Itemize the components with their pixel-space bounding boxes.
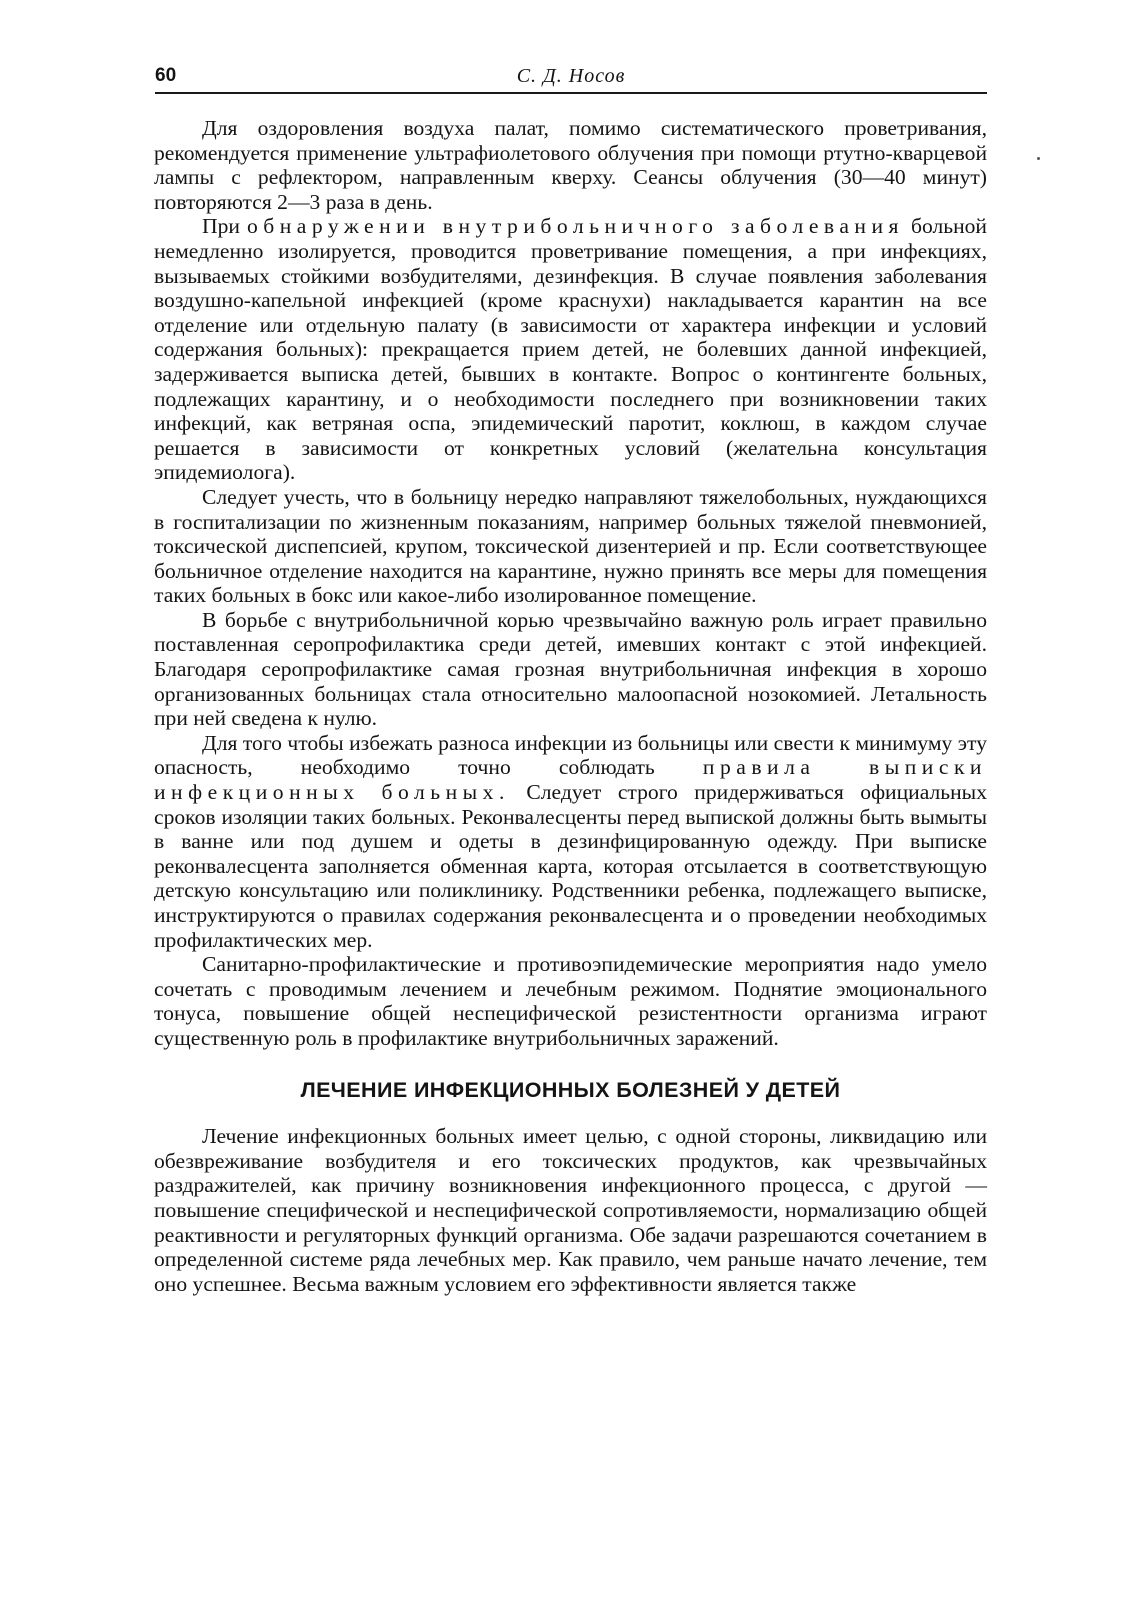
body-text bbox=[154, 116, 987, 1296]
running-head-author: С. Д. Носов bbox=[516, 65, 626, 87]
section-heading: ЛЕЧЕНИЕ ИНФЕКЦИОННЫХ БОЛЕЗНЕЙ У ДЕТЕЙ bbox=[300, 1077, 841, 1102]
paragraph-treatment-intro: Лечение инфекционных больных имеет целью, с одной стороны, ликвидацию или обезвреживание возбудителя и его токсических продуктов, как чрезвычайных раздражителей, как причину возникновения инфекционного процесса, с другой — повышение специфической и неспецифической сопротивляемости, нормализацию общей реактивности и регуляторных функций организма. Обе задачи разрешаются сочетанием в определенной системе ряда лечебных мер. Как правило, чем раньше начато лечение, тем оно успешнее. Весьма важным условием его эффективности является также bbox=[154, 1124, 987, 1296]
paragraph-air-sanitation: Для оздоровления воздуха палат, помимо систематического проветривания, рекомендуется применение ультрафиолетового облучения при помощи ртутно-кварцевой лампы с рефлектором, направленным кверху. Сеансы облучения (30—40 минут) повторяются 2—3 раза в день. bbox=[154, 116, 987, 214]
paragraph-lead: Для того чтобы избежать разноса инфекции из больницы или свести к минимуму эту опасность, необходимо точно соблюдать bbox=[154, 730, 987, 780]
paragraph-lead: При bbox=[202, 214, 240, 239]
print-speck bbox=[1037, 157, 1040, 160]
spaced-emphasis: правила выписки инфекционных больных. bbox=[154, 755, 987, 805]
paragraph-sanitary-measures: Санитарно-профилактические и противоэпидемические мероприятия надо умело сочетать с проводимым лечением и лечебным режимом. Поднятие эмоционального тонуса, повышение общей неспецифической резистентности организма играют существенную роль в профилактике внутрибольничных заражений. bbox=[154, 952, 987, 1050]
paragraph-measles-seroprophylaxis: В борьбе с внутрибольничной корью чрезвычайно важную роль играет правильно поставленная серопрофилактика среди детей, имевших контакт с этой инфекцией. Благодаря серопрофилактике самая грозная внутрибольничная инфекция в хорошо организованных больницах стала относительно малоопасной нозокомией. Летальность при ней сведена к нулю. bbox=[154, 607, 987, 731]
paragraph-discharge-rules bbox=[154, 731, 987, 952]
paragraph-severe-patients: Следует учесть, что в больницу нередко направляют тяжелобольных, нуждающихся в госпитализации по жизненным показаниям, например больных тяжелой пневмонией, токсической диспепсией, крупом, токсической дизентерией и пр. Если соответствующее больничное отделение находится на карантине, нужно принять все меры для помещения таких больных в бокс или какое-либо изолированное помещение. bbox=[154, 484, 987, 608]
page-number: 60 bbox=[155, 65, 177, 86]
paragraph-hospital-infection-detection bbox=[154, 214, 987, 485]
running-head bbox=[155, 64, 987, 94]
paragraph-text: больной немедленно изолируется, проводится проветривание помещения, а при инфекциях, вызываемых стойкими возбудителями, дезинфекция. В случае появления заболевания воздушно-капельной инфекцией (кроме краснухи) накладывается карантин на все отделение или отдельную палату (в зависимости от характера инфекции и условий содержания больных): прекращается прием детей, не болевших данной инфекцией, задерживается выписка детей, бывших в контакте. Вопрос о контингенте больных, подлежащих карантину, и о необходимости последнего при возникновении таких инфекций, как ветряная оспа, эпидемический паротит, коклюш, в каждом случае решается в зависимости от конкретных условий (желательна консультация эпидемиолога). bbox=[154, 214, 987, 485]
paragraph-text: Следует строго придерживаться официальных сроков изоляции таких больных. Реконвалесценты перед выпиской должны быть вымыты в ванне или под душем и одеты в дезинфицированную одежду. При выписке реконвалесцента заполняется обменная карта, которая отсылается в соответствующую детскую консультацию или поликлинику. Родственники ребенка, подлежащего выписке, инструктируются о правилах содержания реконвалесцента и о проведении необходимых профилактических мер. bbox=[154, 780, 987, 952]
spaced-emphasis: обнаружении внутрибольничного заболевания bbox=[246, 214, 904, 239]
